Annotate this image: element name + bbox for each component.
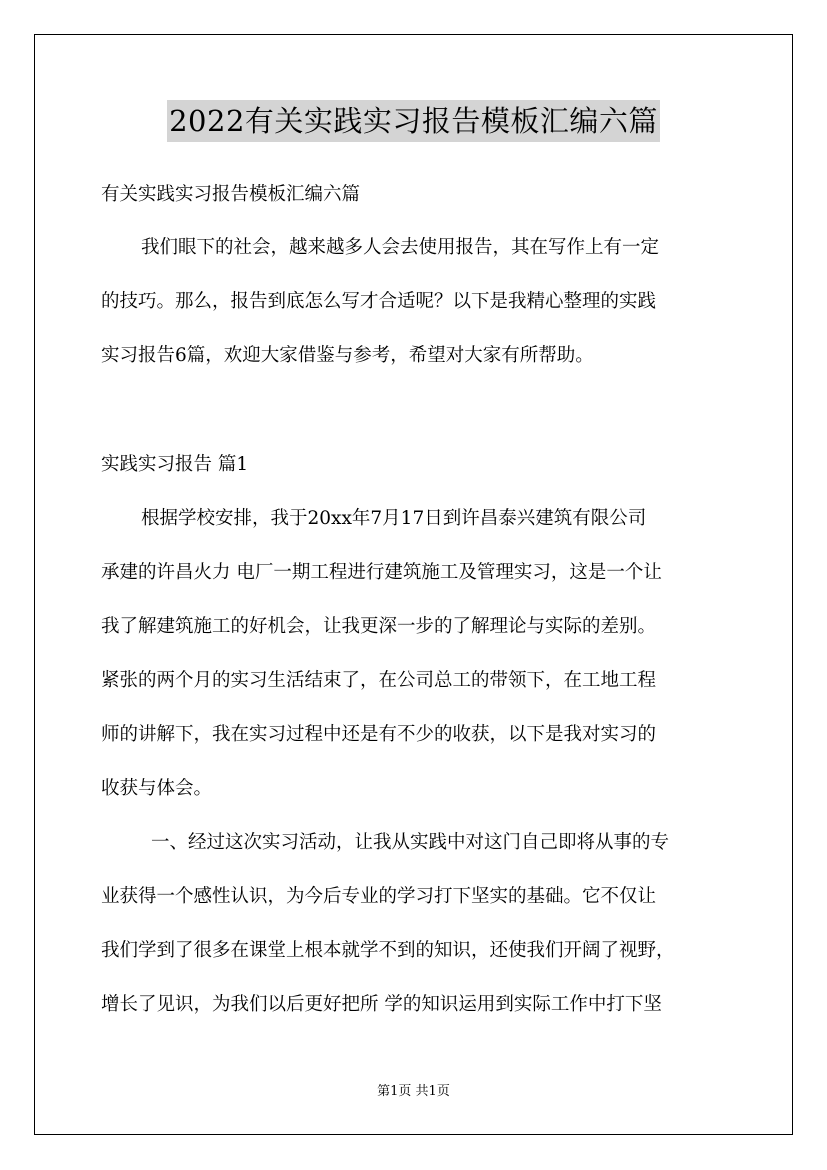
intro-line-3: 实习报告6篇，欢迎大家借鉴与参考，希望对大家有所帮助。 — [101, 345, 594, 366]
page-footer: 第1页 共1页 — [377, 1084, 450, 1099]
para2-line-1: 一、经过这次实习活动，让我从实践中对这门自己即将从事的专 — [151, 832, 670, 853]
section-heading: 实践实习报告 篇1 — [101, 454, 249, 475]
para1-line-3: 我了解建筑施工的好机会，让我更深一步的了解理论与实际的差别。 — [101, 616, 657, 637]
document-subtitle: 有关实践实习报告模板汇编六篇 — [101, 184, 361, 205]
document-title-text: 2022有关实践实习报告模板汇编六篇 — [167, 100, 660, 142]
para1-line-4: 紧张的两个月的实习生活结束了，在公司总工的带领下，在工地工程 — [101, 670, 657, 691]
intro-line-2: 的技巧。那么，报告到底怎么写才合适呢？以下是我精心整理的实践 — [101, 291, 657, 312]
para2-line-3: 我们学到了很多在课堂上根本就学不到的知识，还使我们开阔了视野， — [101, 940, 675, 961]
para1-line-2: 承建的许昌火力 电厂一期工程进行建筑施工及管理实习，这是一个让 — [101, 562, 662, 583]
para1-line-1: 根据学校安排，我于20xx年7月17日到许昌泰兴建筑有限公司 — [141, 508, 647, 529]
document-title — [0, 100, 827, 142]
para1-line-6: 收获与体会。 — [101, 778, 213, 799]
intro-line-1: 我们眼下的社会，越来越多人会去使用报告，其在写作上有一定 — [141, 237, 660, 258]
para2-line-2: 业获得一个感性认识，为今后专业的学习打下坚实的基础。它不仅让 — [101, 886, 657, 907]
para2-line-4: 增长了见识，为我们以后更好把所 学的知识运用到实际工作中打下坚 — [101, 994, 662, 1015]
para1-line-5: 师的讲解下，我在实习过程中还是有不少的收获，以下是我对实习的 — [101, 724, 657, 745]
